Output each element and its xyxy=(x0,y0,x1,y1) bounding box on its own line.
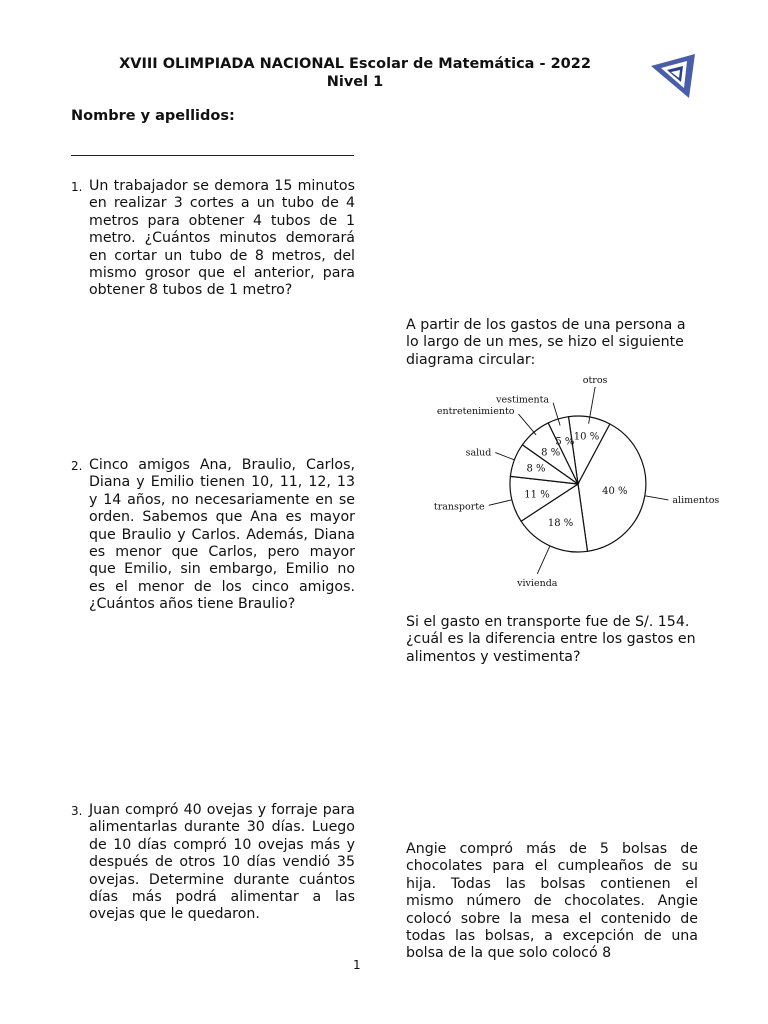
pie-value-label-entretenimiento: 8 % xyxy=(541,447,561,459)
exam-title: XVIII OLIMPIADA NACIONAL Escolar de Matemática - 2022 xyxy=(119,56,591,72)
question-angie: Angie compró más de 5 bolsas de chocolates para el cumpleaños de su hija. Todas las bolsas contienen el mismo número de chocolates. Angie colocó sobre la mesa el contenido de todas las bolsas, a excepción de una bolsa de la que solo colocó 8 xyxy=(406,841,698,962)
question-number: 3. xyxy=(71,804,83,818)
category-label-otros: otros xyxy=(582,374,608,386)
category-label-salud: salud xyxy=(465,447,492,459)
pie-value-label-transporte: 11 % xyxy=(524,489,550,501)
question-text: Un trabajador se demora 15 minutos en realizar 3 cortes a un tubo de 4 metros para obtener 4 tubos de 1 metro. ¿Cuántos minutos demorará en cortar un tubo de 8 metros, del mismo grosor que el anterior, para obtener 8 tubos de 1 metro? xyxy=(89,178,355,299)
pie-value-label-vivienda: 18 % xyxy=(547,517,574,529)
leader-line-alimentos xyxy=(645,496,668,500)
page-number: 1 xyxy=(353,958,361,972)
question-number: 2. xyxy=(71,459,83,473)
question-number: 1. xyxy=(71,180,83,194)
question-text: Cinco amigos Ana, Braulio, Carlos, Diana y Emilio tienen 10, 11, 12, 13 y 14 años, no necesariamente en se orden. Sabemos que Ana es mayor que Braulio y Carlos. Además, Diana es menor que Carlos, pero mayor que Emilio, sin embargo, Emilio no es el menor de los cinco amigos. ¿Cuántos años tiene Braulio? xyxy=(89,457,355,613)
chart-intro: A partir de los gastos de una persona a lo largo de un mes, se hizo el siguiente diagrama circular: xyxy=(406,317,686,368)
leader-line-vivienda xyxy=(537,546,550,574)
leader-line-transporte xyxy=(489,500,512,506)
leader-line-salud xyxy=(495,453,514,460)
name-label: Nombre y apellidos: xyxy=(71,108,235,124)
category-label-transporte: transporte xyxy=(433,501,485,513)
question-text: Juan compró 40 ovejas y forraje para alimentarlas durante 30 días. Luego de 10 días compró 10 ovejas más y después de otros 10 días vendió 35 ovejas. Determine durante cuántos días más podrá alimentar a las ovejas que le quedaron. xyxy=(89,802,355,923)
exam-header xyxy=(60,55,650,91)
pie-value-label-vestimenta: 5 % xyxy=(555,436,575,448)
category-label-vestimenta: vestimenta xyxy=(496,394,550,406)
category-label-alimentos: alimentos xyxy=(672,494,720,506)
leader-line-entretenimiento xyxy=(519,414,537,435)
pie-value-label-otros: 10 % xyxy=(573,431,600,443)
pie-value-label-salud: 8 % xyxy=(526,463,546,475)
category-label-entretenimiento: entretenimiento xyxy=(436,406,515,418)
pie-value-label-alimentos: 40 % xyxy=(602,486,628,497)
olympiad-logo-icon xyxy=(649,52,699,102)
category-label-vivienda: vivienda xyxy=(517,577,558,589)
exam-level: Nivel 1 xyxy=(326,74,384,90)
name-answer-line[interactable] xyxy=(71,155,354,156)
expenses-pie-chart xyxy=(410,374,720,596)
chart-question: Si el gasto en transporte fue de S/. 154. ¿cuál es la diferencia entre los gastos en alimentos y vestimenta? xyxy=(406,614,696,665)
